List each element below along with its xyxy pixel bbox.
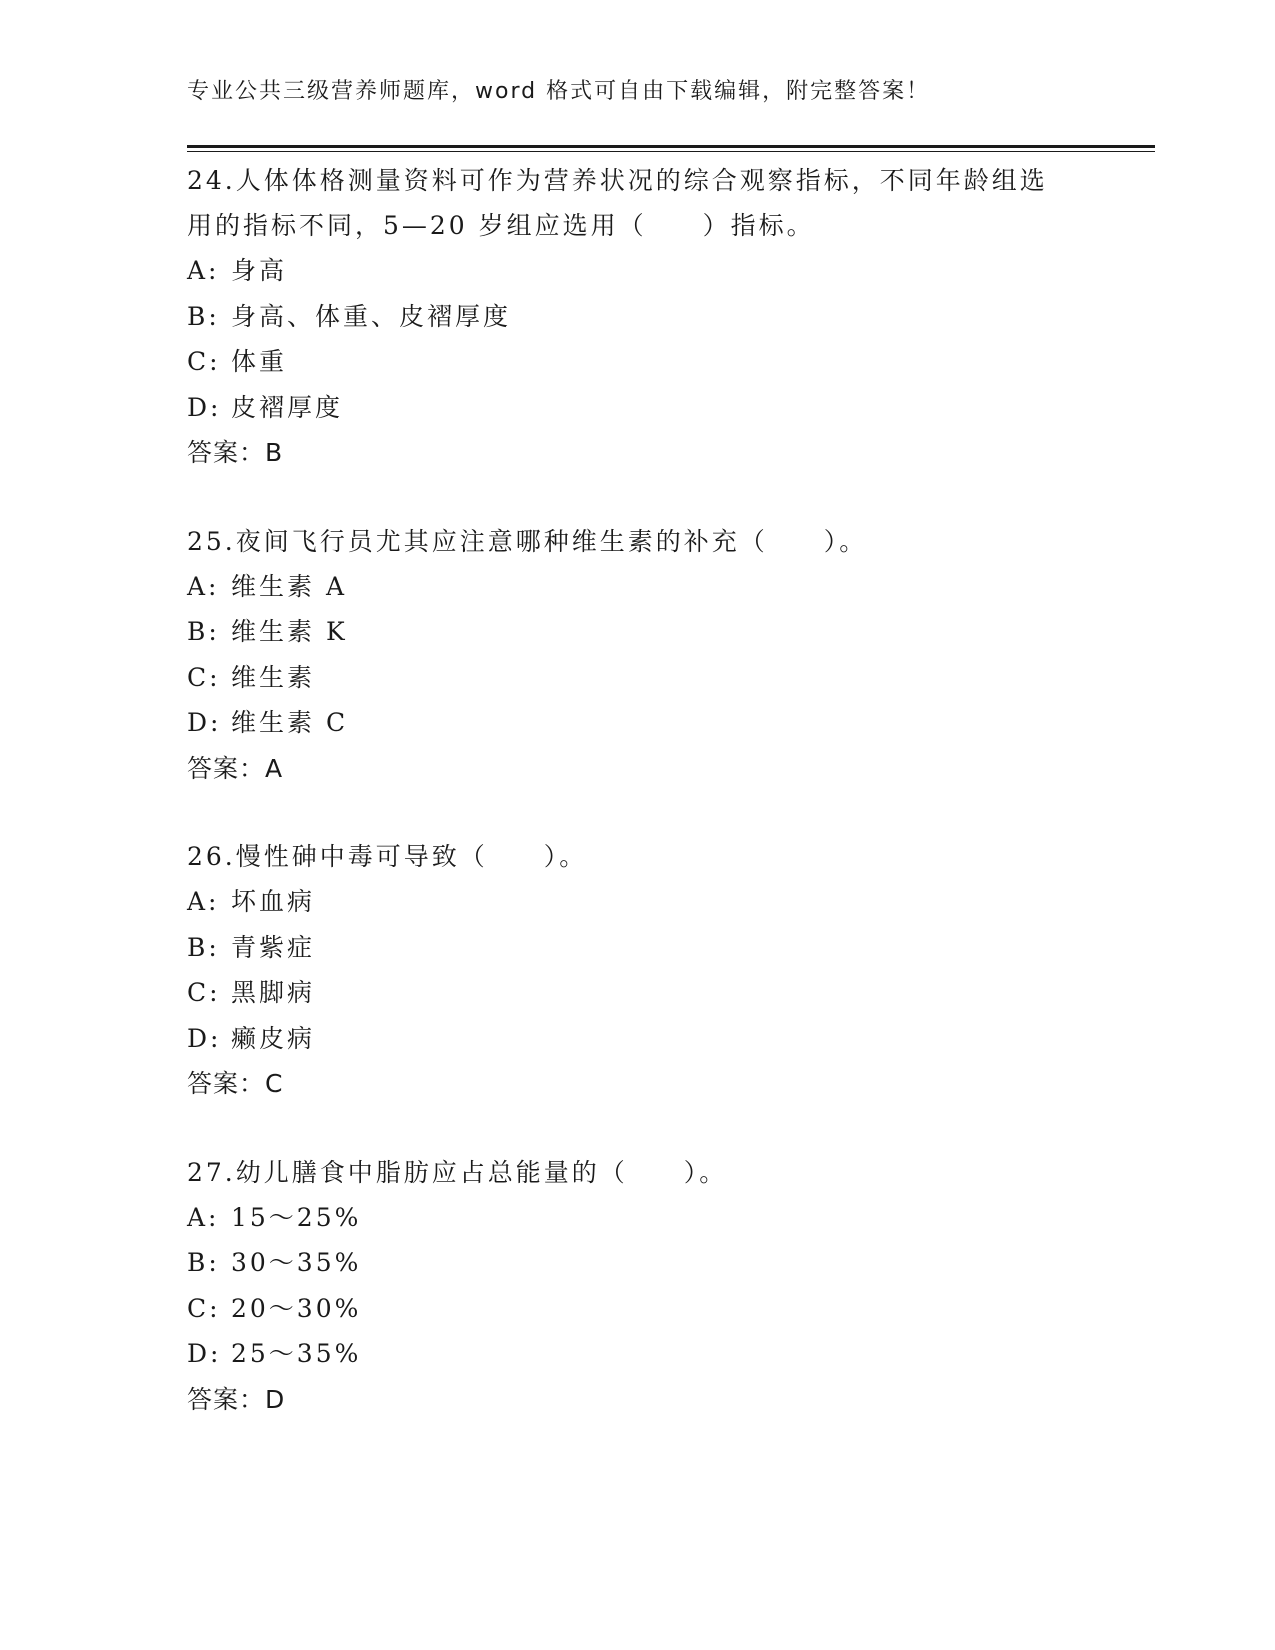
option-text: 黑脚病 [231,978,316,1007]
option-text: 青紫症 [231,932,316,962]
option-text: 维生素 C [231,708,349,737]
option-letter: B: [187,617,220,646]
answer: 答案：C [187,1069,284,1098]
option-b [187,609,1087,655]
header-rule-thin [187,151,1155,152]
option-text: 坏血病 [231,887,316,916]
question-25 [187,519,1087,792]
option-b [187,294,1087,340]
option-d [187,385,1087,431]
question-24 [187,158,1087,476]
answer: 答案：B [187,438,284,467]
option-text: 维生素 K [231,617,348,646]
header-rule-thick [187,145,1155,148]
answer: 答案：A [187,753,284,783]
option-letter: B: [187,1248,220,1277]
option-letter: D: [187,392,222,422]
answer: 答案：D [187,1384,286,1414]
option-text: 皮褶厚度 [231,392,344,422]
option-a [187,564,1087,610]
question-stem-line: 25.夜间飞行员尤其应注意哪种维生素的补充（ ）。 [187,526,868,556]
option-letter: B: [187,301,220,331]
option-c [187,970,1087,1016]
option-letter: C: [187,662,221,692]
page-header: 专业公共三级营养师题库，word 格式可自由下载编辑，附完整答案！ [187,79,931,104]
option-letter: C: [187,978,221,1007]
question-stem-line: 用的指标不同，5—20 岁组应选用（ ）指标。 [187,211,815,240]
option-text: 身高、体重、皮褶厚度 [231,301,512,331]
option-letter: D: [187,708,222,737]
option-c [187,655,1087,701]
option-text: 癞皮病 [231,1023,316,1053]
question-27 [187,1150,1087,1423]
option-letter: A: [187,571,220,601]
option-letter: D: [187,1339,222,1368]
question-stem-line: 26.慢性砷中毒可导致（ ）。 [187,842,588,871]
option-c [187,1286,1087,1332]
option-b [187,925,1087,971]
option-a [187,879,1087,925]
option-letter: A: [187,887,220,916]
option-text: 20～30% [231,1293,362,1323]
question-26 [187,834,1087,1107]
question-list [187,158,1087,1465]
question-stem-line: 27.幼儿膳食中脂肪应占总能量的（ ）。 [187,1157,728,1187]
option-text: 维生素 [231,662,316,692]
option-c [187,339,1087,385]
option-d [187,700,1087,746]
option-text: 维生素 A [231,571,348,601]
option-a [187,248,1087,294]
question-stem-line: 24.人体体格测量资料可作为营养状况的综合观察指标，不同年龄组选 [187,166,1048,195]
option-letter: C: [187,347,221,376]
option-text: 身高 [231,256,288,285]
option-letter: B: [187,932,220,962]
option-text: 15～25% [231,1202,362,1232]
option-d [187,1331,1087,1377]
option-letter: A: [187,1202,220,1232]
option-text: 体重 [231,347,288,376]
option-d [187,1016,1087,1062]
option-b [187,1240,1087,1286]
option-letter: A: [187,256,220,285]
option-text: 30～35% [231,1248,362,1277]
option-a [187,1195,1087,1241]
option-text: 25～35% [231,1339,362,1368]
option-letter: D: [187,1023,222,1053]
option-letter: C: [187,1293,221,1323]
